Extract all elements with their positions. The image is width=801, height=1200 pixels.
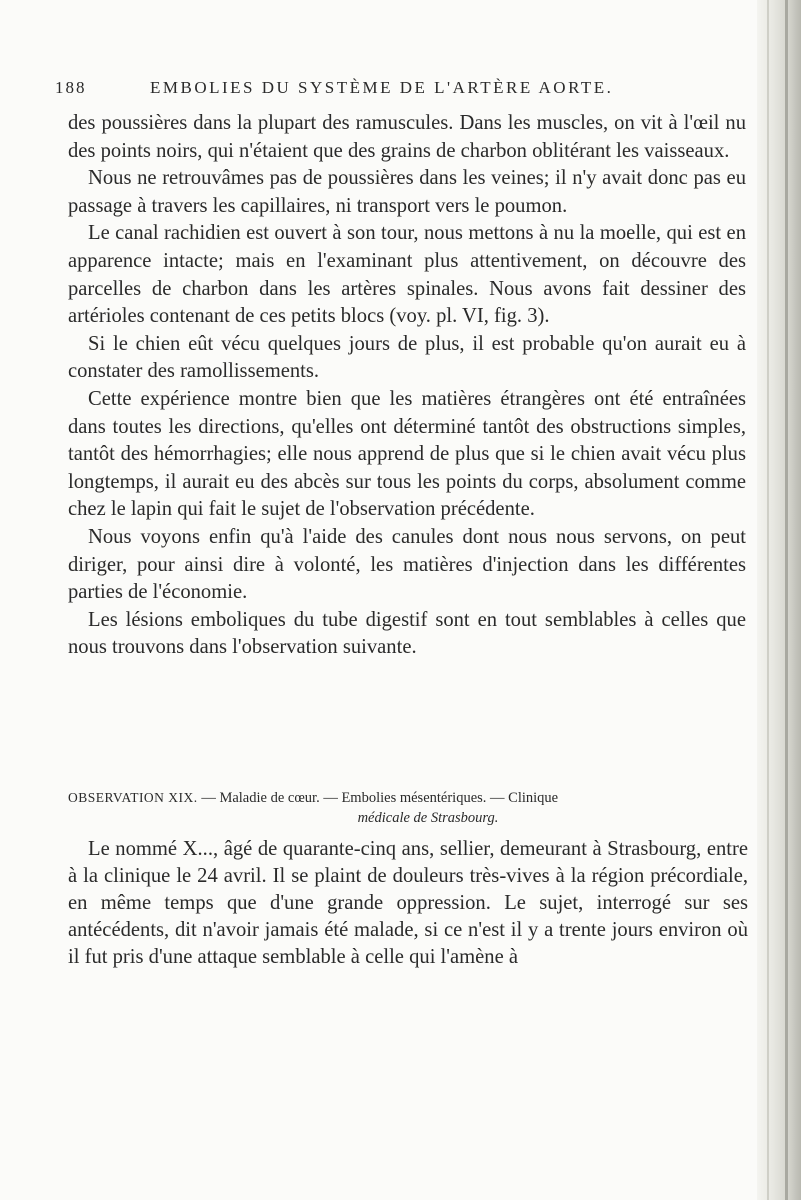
page-number: 188 xyxy=(55,78,87,97)
observation-heading xyxy=(68,788,748,828)
page-edge-shadow xyxy=(757,0,801,1200)
observation-label: OBSERVATION XIX. xyxy=(68,790,198,805)
paragraph: des poussières dans la plupart des ramuscules. Dans les muscles, on vit à l'œil nu des points noirs, qui n'étaient que des grains de charbon oblitérant les vaisseaux. xyxy=(68,112,746,162)
observation-title: — Maladie de cœur. — Embolies mésentériques. — Clinique xyxy=(197,790,559,806)
main-text xyxy=(68,110,746,662)
paragraph: Cette expérience montre bien que les matières étrangères ont été entraînées dans toutes les directions, qu'elles ont déterminé tantôt des obstructions simples, tantôt des hémorrhagies; elle nous apprend de plus que si le chien avait vécu plus longtemps, il aurait eu des abcès sur tous les points du corps, absolument comme chez le lapin qui fait le sujet de l'observation précédente. xyxy=(68,387,746,521)
paragraph: Nous ne retrouvâmes pas de poussières dans les veines; il n'y avait donc pas eu passage à travers les capillaires, ni transport vers le poumon. xyxy=(68,167,746,217)
paragraph: Le canal rachidien est ouvert à son tour, nous mettons à nu la moelle, qui est en apparence intacte; mais en l'examinant plus attentivement, on découvre des parcelles de charbon dans les artères spinales. Nous avons fait dessiner des artérioles contenant de ces petits blocs (voy. pl. VI, fig. 3). xyxy=(68,222,746,328)
running-title: EMBOLIES DU SYSTÈME DE L'ARTÈRE AORTE. xyxy=(150,78,614,97)
running-header xyxy=(55,78,745,102)
paragraph: Les lésions emboliques du tube digestif sont en tout semblables à celles que nous trouvons dans l'observation suivante. xyxy=(68,608,746,659)
paragraph: Nous voyons enfin qu'à l'aide des canules dont nous nous servons, on peut diriger, pour ainsi dire à volonté, les matières d'injection dans les différentes parties de l'économie. xyxy=(68,525,746,604)
observation-source: médicale de Strasbourg. xyxy=(357,810,499,826)
case-text xyxy=(68,836,748,971)
paragraph: Si le chien eût vécu quelques jours de plus, il est probable qu'on aurait eu à constater des ramollissements. xyxy=(68,332,746,383)
case-paragraph: Le nommé X..., âgé de quarante-cinq ans, sellier, demeurant à Strasbourg, entre à la clinique le 24 avril. Il se plaint de douleurs très-vives à la région précordiale, en même temps que d'une grande oppression. Le sujet, interrogé sur ses antécédents, dit n'avoir jamais été malade, si ce n'est il y a trente jours environ où il fut pris d'une attaque semblable à celle qui l'amène à xyxy=(68,838,748,968)
